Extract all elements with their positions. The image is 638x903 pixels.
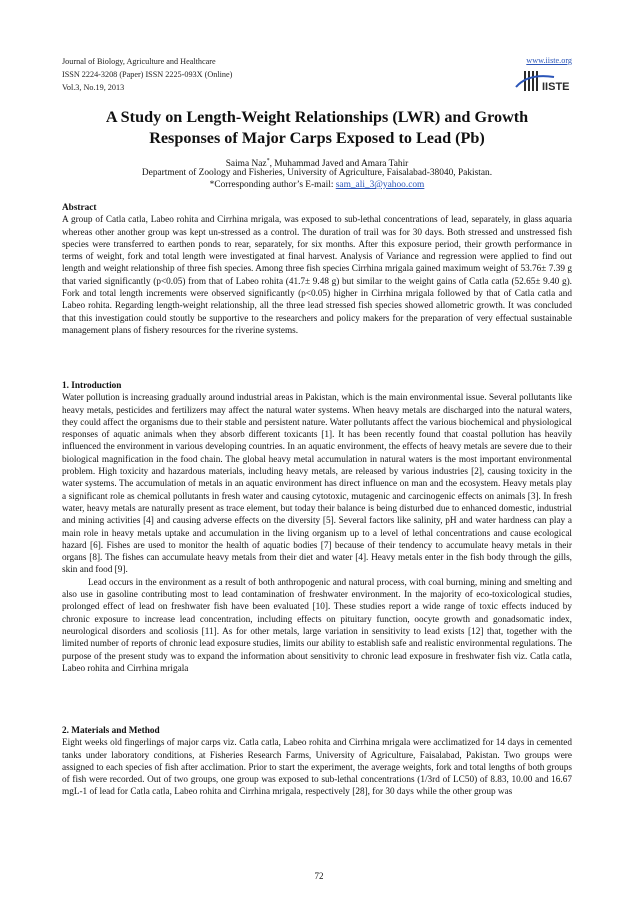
introduction-para-2: Lead occurs in the environment as a result of both anthropogenic and natural process, with coal burning, mining and smelting and also use in gasoline contributing most to lead contamination of freshwater environment. In the majority of eco-toxicological studies, prolonged effect of lead on freshwater fish have been evaluated [10]. These studies report a wide range of toxic effects induced by chronic exposure to increase lead concentration, including effects on pituitary function, oocyte growth and gonadsomatic index, neurological disorders and scoliosis [11]. As for other metals, large variation in sensitivity to lead exists [12] that, together with the limited number of reports of chronic lead exposure studies, limits our ability to establish safe and realistic environmental regulations. The purpose of the present study was to expand the information about sensitivity to chronic lead exposure in freshwater fish viz. Catla catla, Labeo rohita and Cirrhina mrigala [62, 577, 572, 674]
corresponding-mark: * [266, 158, 270, 164]
abstract-text: A group of Catla catla, Labeo rohita and Cirrhina mrigala, was exposed to sub-lethal concentrations of lead, separately, in glass aquaria whereas other another group was kept un-stressed as a control. The duration of trail was for 30 days. Both stressed and unstressed fish species were transferred to earthen ponds to rear, separately, for six months. After this exposure period, their growth performance in terms of weight, fork and total length were investigated at final harvest. Analysis of Variance and regression were applied to find out length and weight relationship of three fish species. Among three fish species Cirrhina mrigala gained maximum weight of 53.76± 7.39 g that varied significantly (p<0.05) from that of Labeo rohita (41.7± 9.48 g) but similar to the weight gains of Catla catla (52.65± 9.40 g). Fork and total length increments were observed significantly (p<0.05) higher in Cirrhina mrigala followed by that of Catla catla and Labeo rohita. Regarding length-weight relationship, all the three lead stressed fish species showed allometric growth. It was concluded that this investigation could stoutly be supportive to the researchers and policy makers for the preparation of very effectual sustainable management plans of fishery resources for the riverine systems. [62, 215, 572, 336]
first-author: Saima Naz [225, 159, 267, 170]
introduction-heading: 1. Introduction [62, 381, 122, 391]
abstract-heading: Abstract [62, 203, 97, 213]
methods-section [62, 725, 572, 799]
page-number: 72 [314, 871, 324, 881]
other-authors: , Muhammad Javed and Amara Tahir [269, 159, 409, 170]
introduction-section [62, 380, 572, 675]
introduction-para-1: Water pollution is increasing gradually around industrial areas in Pakistan, which is the main environmental issue. Several pollutants like heavy metals, pesticides and fertilizers may affect the natural water systems. When heavy metals are discharged into the natural waters, they could affect the organisms due to their stable and persistent nature. Water pollutants affect the various biochemical and physiological responses of aquatic animals when they absorb different toxicants [1]. It has been recently found that coastal pollution has heavily influenced the environment in various developing countries. In an aquatic environment, the effects of heavy metals are severe due to their biological magnification in the food chain. The global heavy metal accumulation in natural waters is the most important environmental problem. High toxicity and hazardous materials, including heavy metals, are released by various industries [2], causing toxicity in the water systems. The accumulation of metals in an aquatic environment has direct influence on man and the ecosystem. Heavy metals play a significant role as chemical pollutants in fresh water and causing cytotoxic, mutagenic and carcinogenic effects on animals [3]. In fresh water, heavy metals are naturally present as trace element, but today their balance is being disturbed due to enhanced domestic, industrial and mining activities [4] and causing adverse effects on the diversity [5]. Several factors like salinity, pH and water hardness can play a main role in heavy metals uptake and accumulation in the living organism up to a level of lethal concentrations and cause ecological hazard [6]. Fishes are used to monitor the health of aquatic bodies [7] because of their tendency to accumulate heavy metals in their organs [8]. The fishes can accumulate heavy metals from their diet and water [4]. Heavy metals enter in the fish body through the gills, skin and food [9]. [62, 393, 572, 576]
methods-text: Eight weeks old fingerlings of major carps viz. Catla catla, Labeo rohita and Cirrhina mrigala were acclimatized for 14 days in cemented tanks under laboratory conditions, at Fisheries Research Farms, University of Agriculture, Faisalabad, Pakistan. Two groups were assigned to each species of fish after acclimation. Prior to start the experiment, the average weights, fork and total lengths of both groups of fish were recorded. Out of two groups, one group was exposed to sub-lethal concentrations (1/3rd of LC50) of 8.83, 10.00 and 16.67 mgL-1 of lead for Catla catla, Labeo rohita and Cirrhina mrigala, respectively [28], for 30 days while the other group was [62, 738, 572, 798]
logo-text: IISTE [542, 81, 570, 93]
paper-title [62, 107, 572, 149]
corresponding-line [62, 179, 572, 191]
affiliation: Department of Zoology and Fisheries, University of Agriculture, Faisalabad-38040, Pakistan. [141, 168, 493, 178]
methods-heading: 2. Materials and Method [62, 726, 160, 736]
author-email-link[interactable]: sam_ali_3@yahoo.com [335, 180, 425, 190]
title-line-2: Responses of Major Carps Exposed to Lead (Pb) [149, 129, 485, 147]
volume-line: Vol.3, No.19, 2013 [62, 83, 125, 92]
issn-line: ISSN 2224-3208 (Paper) ISSN 2225-093X (Online) [62, 70, 233, 79]
iiste-logo [510, 69, 572, 93]
journal-website-link[interactable]: www.iiste.org [526, 56, 572, 65]
journal-name: Journal of Biology, Agriculture and Healthcare [62, 57, 216, 66]
corresponding-prefix: *Corresponding author’s E-mail: [209, 180, 336, 190]
abstract-section [62, 202, 572, 337]
title-line-1: A Study on Length-Weight Relationships (LWR) and Growth [105, 108, 529, 126]
